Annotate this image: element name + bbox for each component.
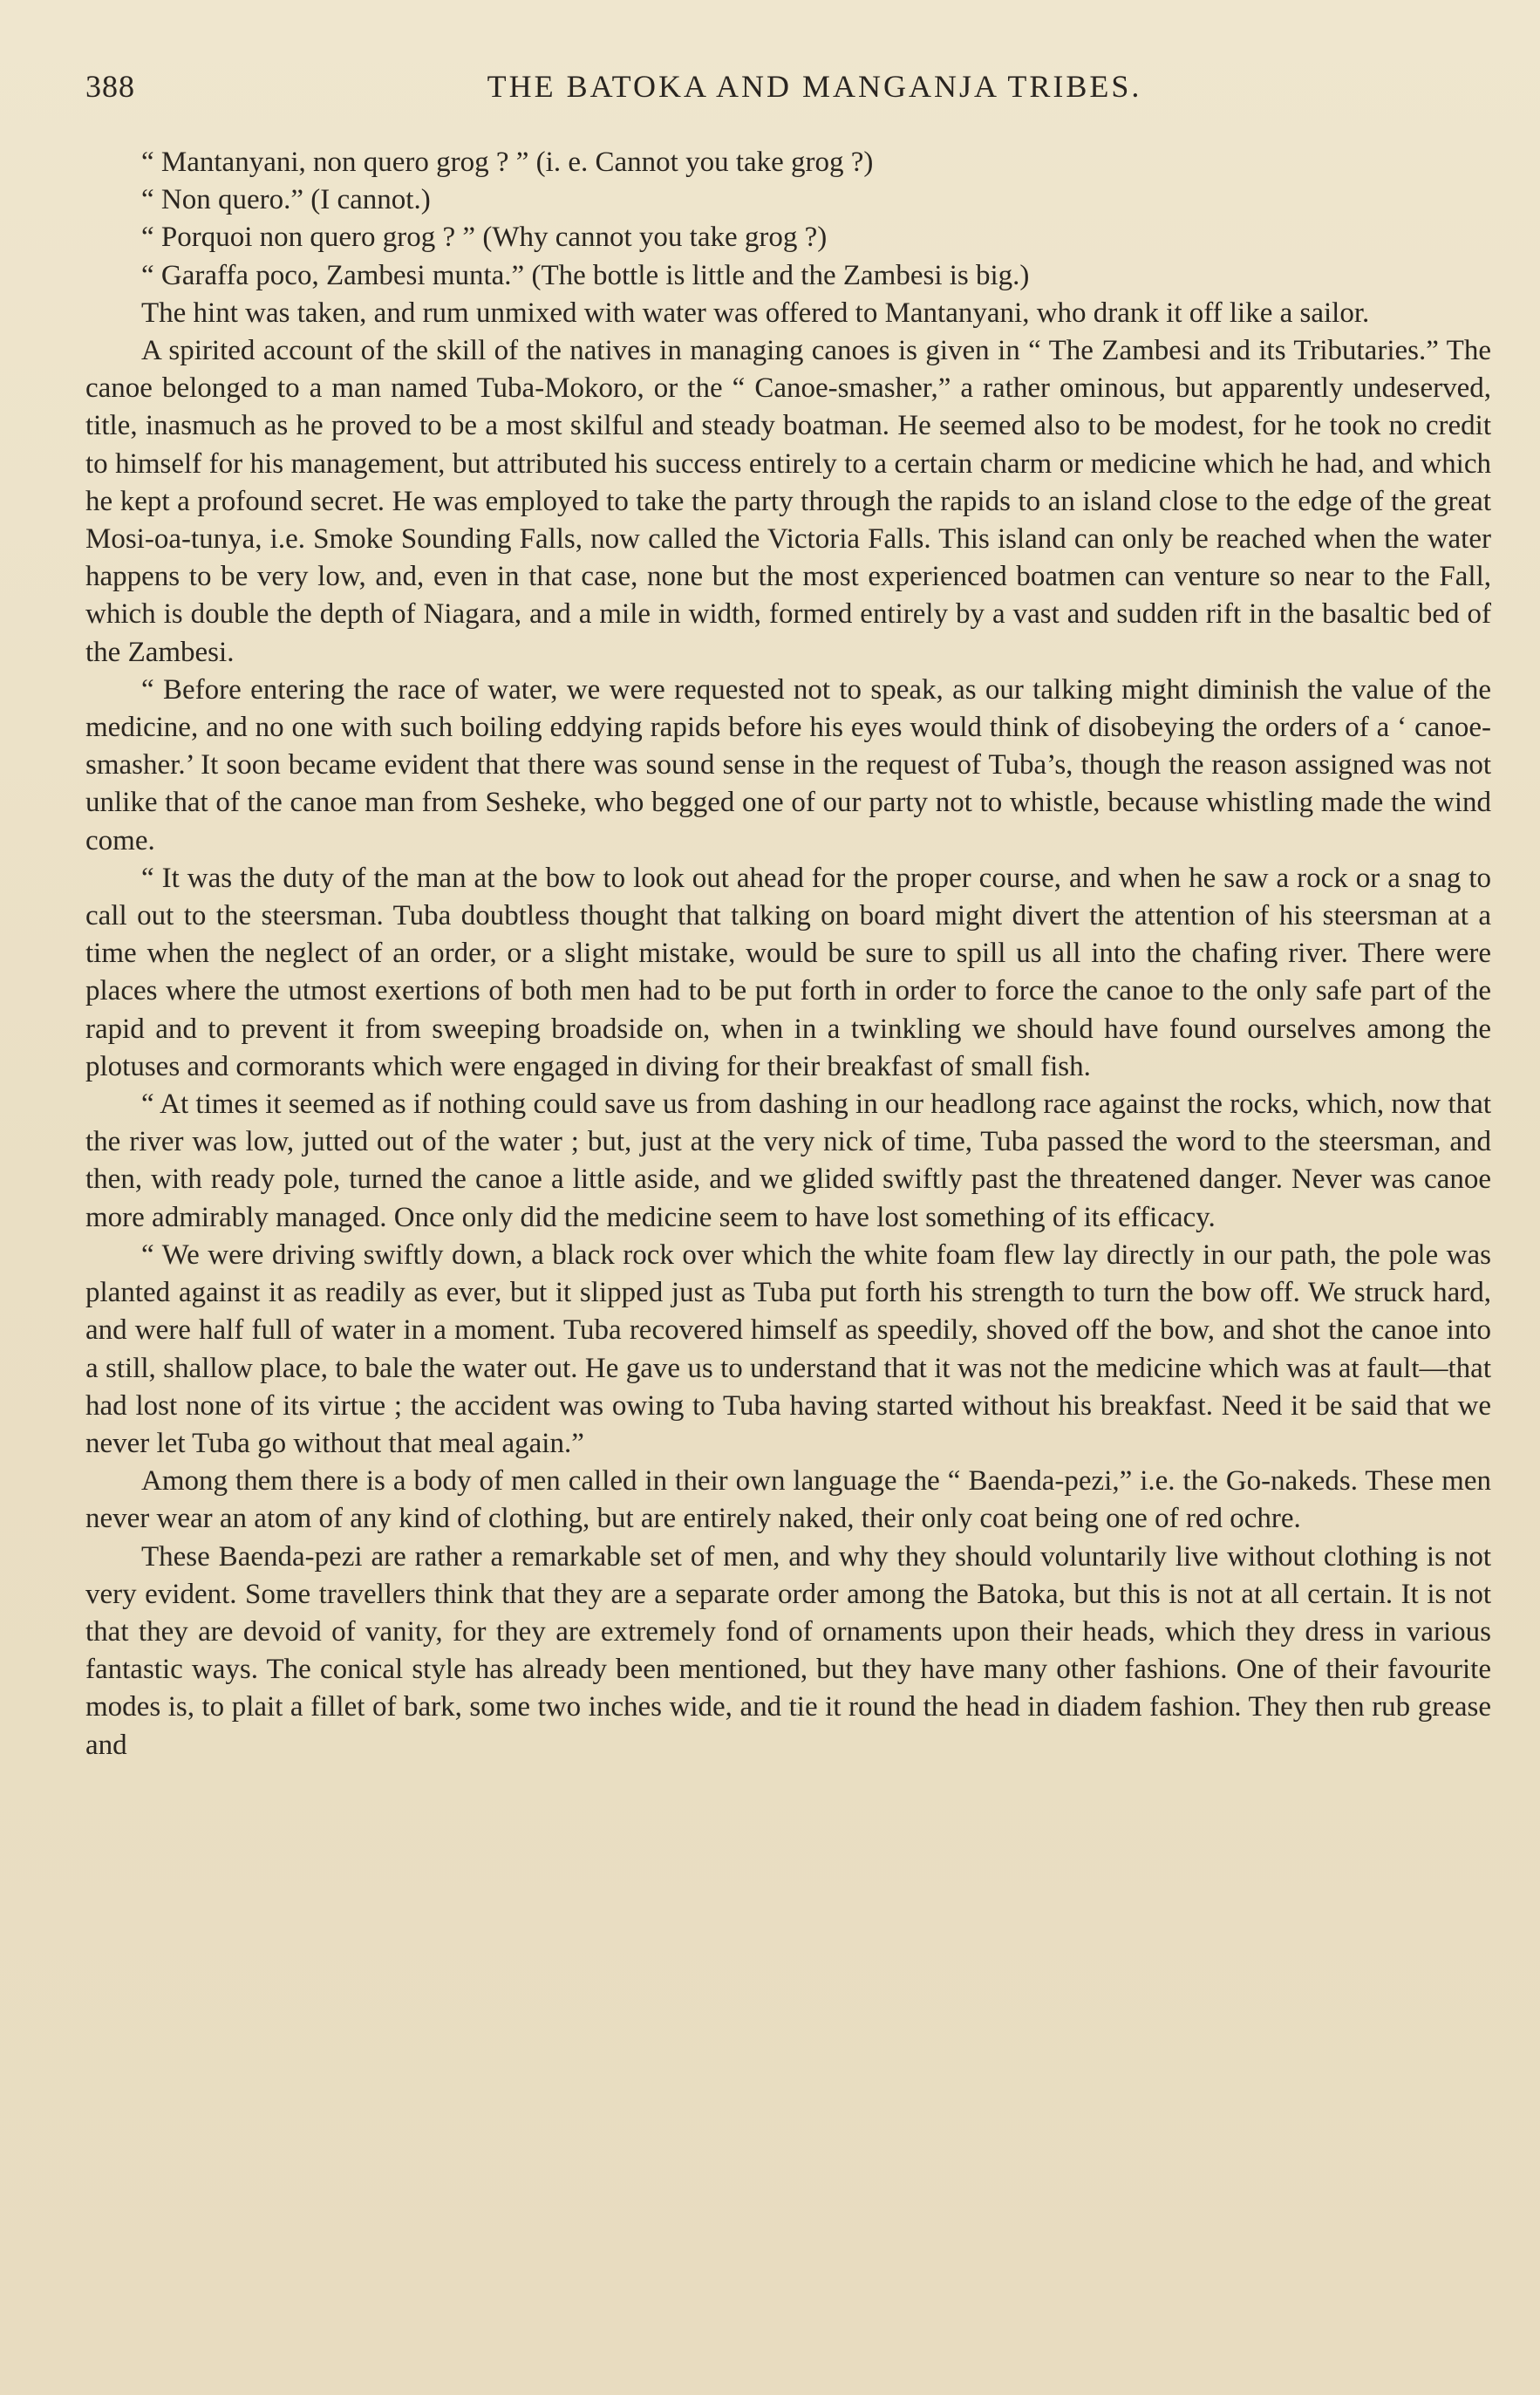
paragraph-remarkable-set: These Baenda-pezi are rather a remarkable set of men, and why they should voluntarily live without clothing is not very evident. Some travellers think that they are a separate order among the Batoka, but this is not at all certain. It is not that they are devoid of vanity, for they are extremely fond of ornaments upon their heads, which they dress in various fantastic ways. The conical style has already been mentioned, but they have many other fashions. One of their favourite modes is, to plait a fillet of bark, some two inches wide, and tie it round the head in diadem fashion. They then rub grease and bbox=[85, 1540, 1491, 1761]
page-number: 388 bbox=[85, 69, 135, 104]
paragraph-spirited-account: A spirited account of the skill of the natives in managing canoes is given in “ The Zambesi and its Tributaries.” The canoe belonged to a man named Tuba-Mokoro, or the “ Canoe-smasher,” a rather ominous, but apparently undeserved, title, inasmuch as he proved to be a most skilful and steady boatman. He seemed also to be modest, for he took no credit to himself for his management, but attributed his success entirely to a certain charm or medicine which he had, and which he kept a profound secret. He was employed to take the party through the rapids to an island close to the edge of the great Mosi-oa-tunya, i.e. Smoke Sounding Falls, now called the Victoria Falls. This island can only be reached when the water happens to be very low, and, even in that case, none but the most experienced boatmen can venture so near to the Fall, which is double the depth of Niagara, and a mile in width, formed entirely by a vast and sudden rift in the basaltic bed of the Zambesi. bbox=[85, 335, 1491, 668]
paragraph-before-entering: “ Before entering the race of water, we were requested not to speak, as our talking might diminish the value of the medicine, and no one with such boiling eddying rapids before his eyes would think of disobeying the orders of a ‘ canoe-smasher.’ It soon became evident that there was sound sense in the request of Tuba’s, though the reason assigned was not unlike that of the canoe man from Sesheke, who begged one of our party not to whistle, because whistling made the wind come. bbox=[85, 673, 1491, 856]
paragraph-dialog-1: “ Mantanyani, non quero grog ? ” (i. e. Cannot you take grog ?) bbox=[141, 147, 874, 178]
paragraph-hint-taken: The hint was taken, and rum unmixed with water was offered to Mantanyani, who drank it off like a sailor. bbox=[141, 297, 1370, 329]
running-title: THE BATOKA AND MANGANJA TRIBES. bbox=[487, 69, 1142, 104]
paragraph-duty-of-man: “ It was the duty of the man at the bow to look out ahead for the proper course, and when he saw a rock or a snag to call out to the steersman. Tuba doubtless thought that talking on board might divert the attention of his steersman at a time when the neglect of an order, or a slight mistake, would be sure to spill us all into the chafing river. There were places where the utmost exertions of both men had to be put forth in order to force the canoe to the only safe part of the rapid and to prevent it from sweeping broadside on, when in a twinkling we should have found ourselves among the plotuses and cormorants which were engaged in diving for their breakfast of small fish. bbox=[85, 862, 1491, 1082]
paragraph-at-times: “ At times it seemed as if nothing could save us from dashing in our headlong race against the rocks, which, now that the river was low, jutted out of the water ; but, just at the very nick of time, Tuba passed the word to the steersman, and then, with ready pole, turned the canoe a little aside, and we glided swiftly past the threatened danger. Never was canoe more admirably managed. Once only did the medicine seem to have lost something of its efficacy. bbox=[85, 1088, 1491, 1233]
paragraph-dialog-4: “ Garaffa poco, Zambesi munta.” (The bottle is little and the Zambesi is big.) bbox=[141, 259, 1030, 291]
paragraph-dialog-3: “ Porquoi non quero grog ? ” (Why cannot you take grog ?) bbox=[141, 222, 828, 254]
paragraph-driving-swiftly: “ We were driving swiftly down, a black rock over which the white foam flew lay directly in our path, the pole was planted against it as readily as ever, but it slipped just as Tuba put forth his strength to turn the bow off. We struck hard, and were half full of water in a moment. Tuba recovered himself as speedily, shoved off the bow, and shot the canoe into a still, shallow place, to bale the water out. He gave us to understand that it was not the medicine which was at fault—that had lost none of its virtue ; the accident was owing to Tuba having started without his breakfast. Need it be said that we never let Tuba go without that meal again.” bbox=[85, 1238, 1491, 1459]
page-header bbox=[85, 68, 1491, 112]
body-text bbox=[85, 144, 1491, 1764]
paragraph-dialog-2: “ Non quero.” (I cannot.) bbox=[141, 184, 431, 216]
paragraph-baenda-pezi: Among them there is a body of men called in their own language the “ Baenda-pezi,” i.e. the Go-nakeds. These men never wear an atom of any kind of clothing, but are entirely naked, their only coat being one of red ochre. bbox=[85, 1465, 1491, 1535]
